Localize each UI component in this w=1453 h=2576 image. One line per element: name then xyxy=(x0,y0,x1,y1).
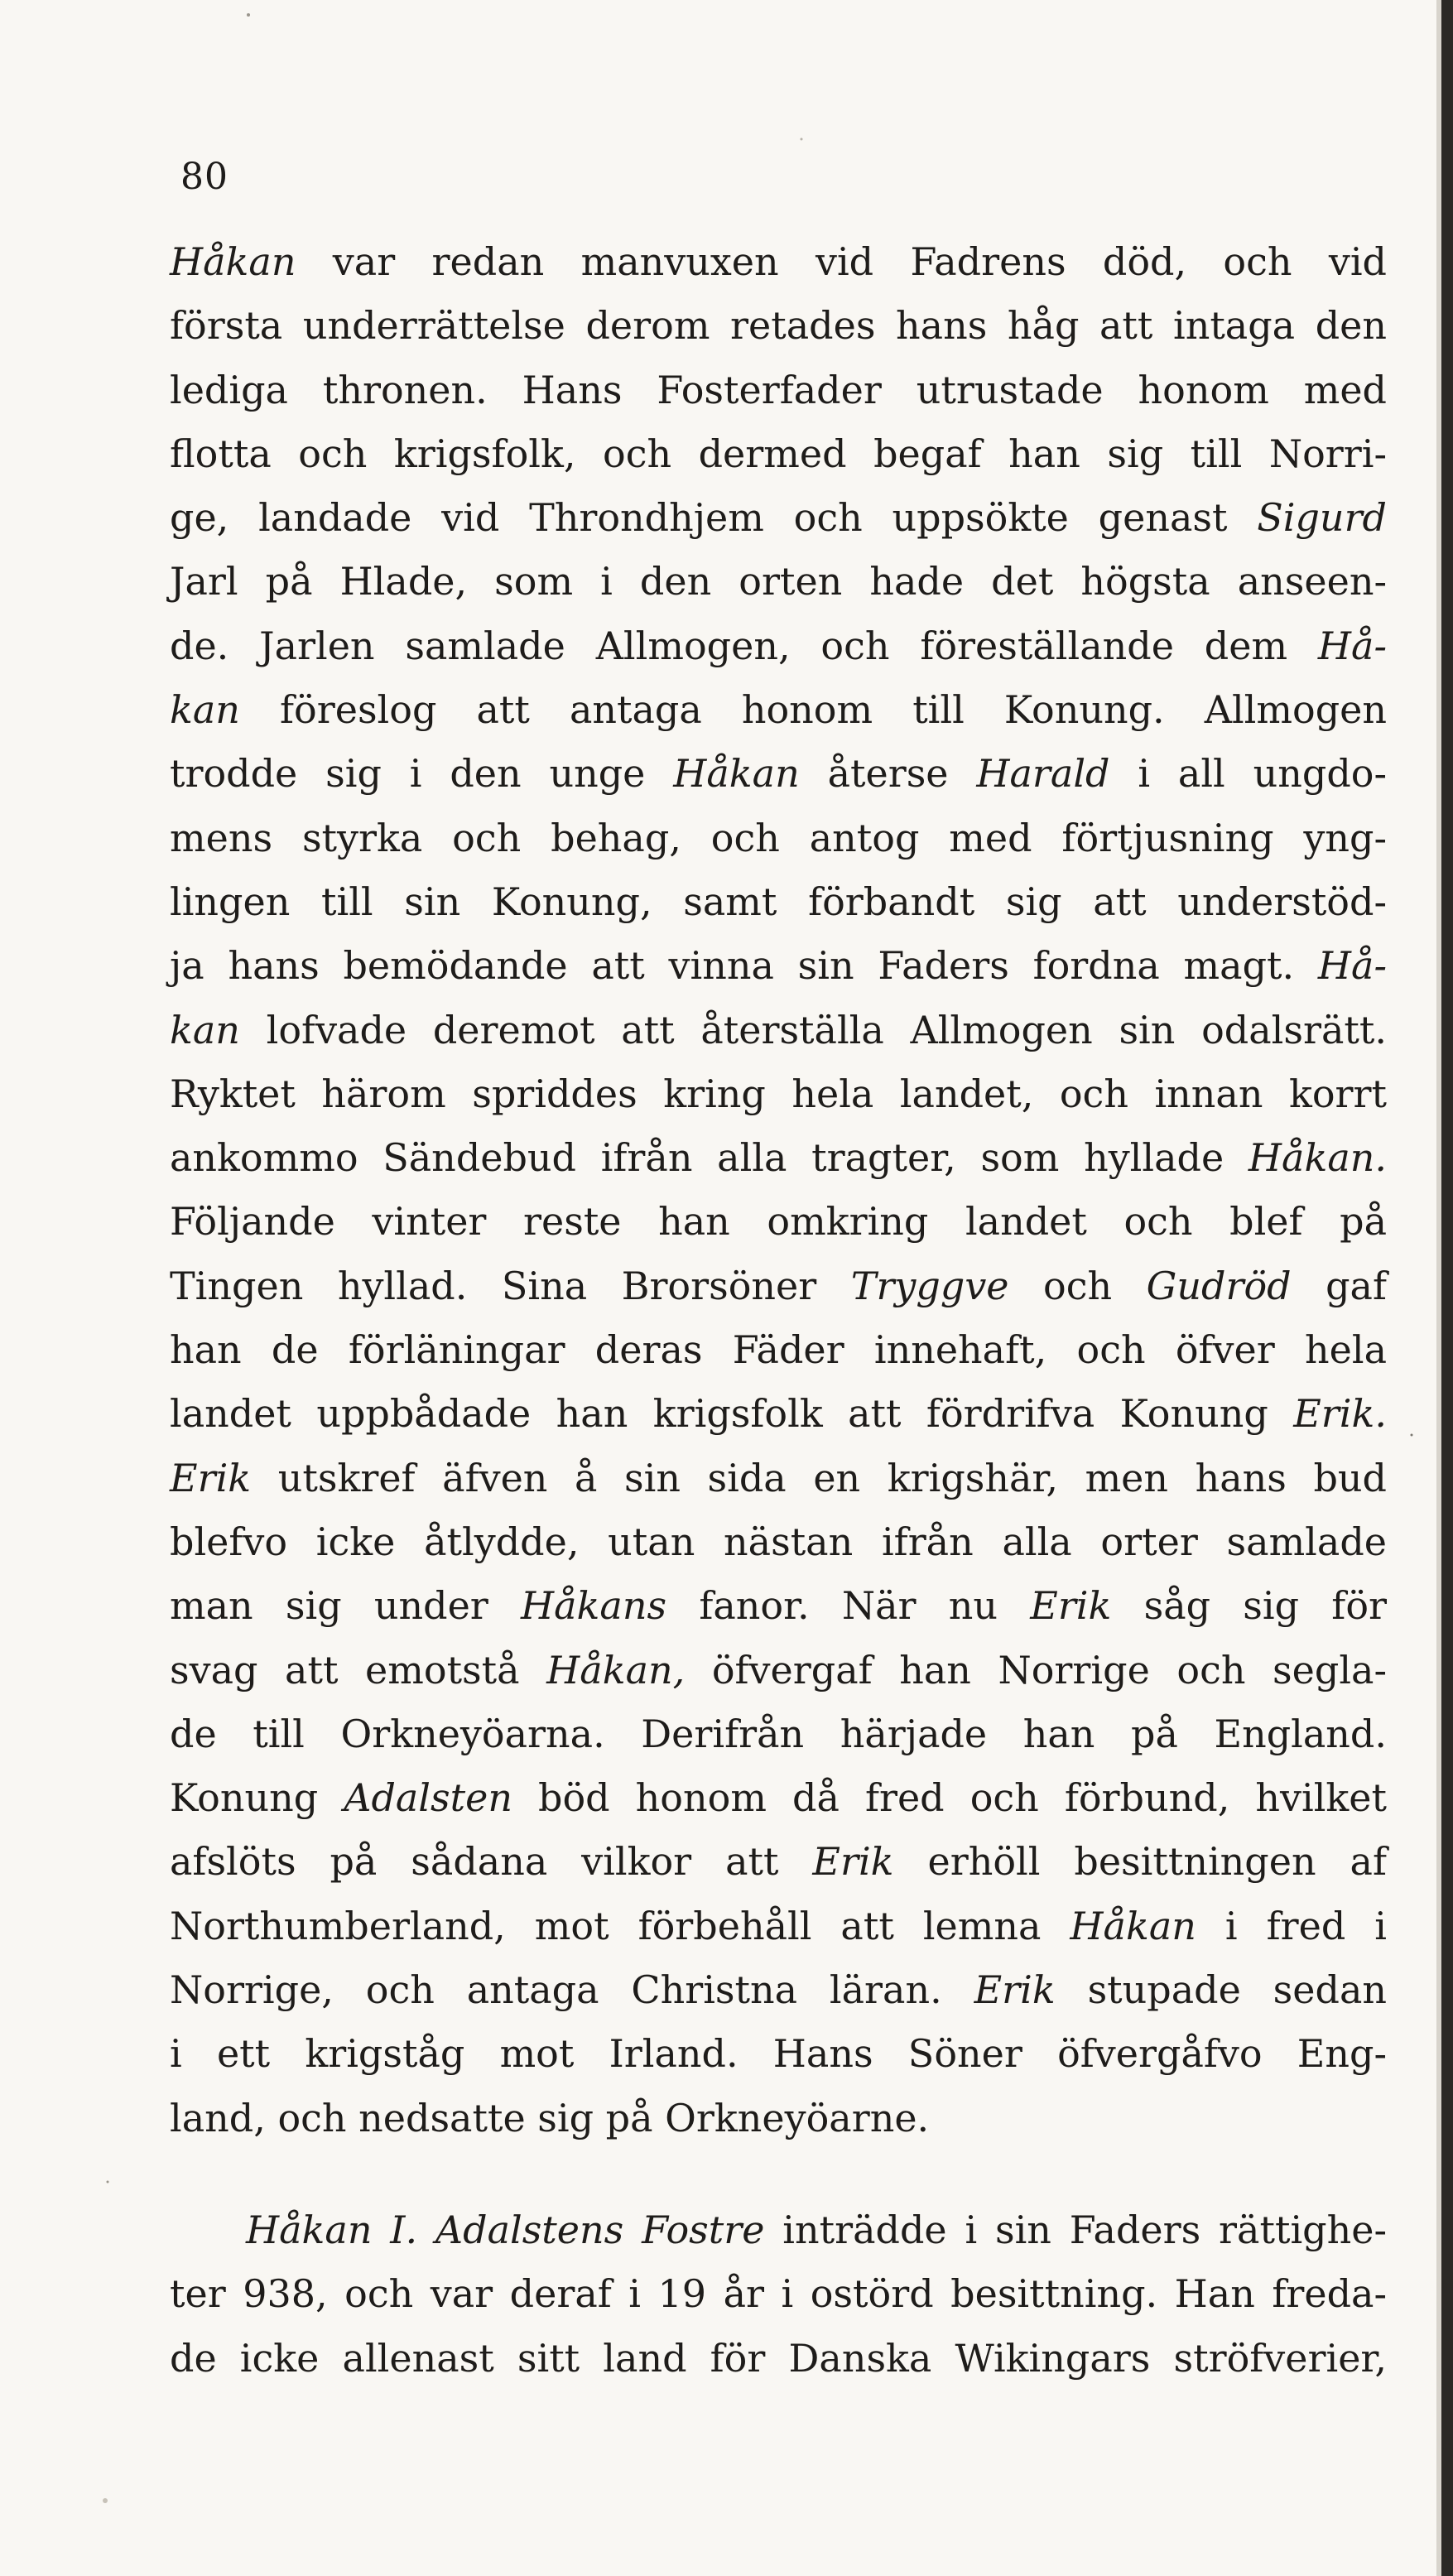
italic-text: Gudröd xyxy=(1146,1263,1292,1308)
italic-text: Håkan I. Adalstens Fostre xyxy=(246,2207,765,2252)
italic-text: Hå- xyxy=(1317,623,1387,668)
text-line xyxy=(170,1447,1387,1510)
text-line xyxy=(170,742,1387,806)
text-line xyxy=(170,934,1387,998)
italic-text: Harald xyxy=(976,751,1110,797)
text-segment: trodde sig i den unge xyxy=(170,751,674,797)
italic-text: Håkan. xyxy=(1248,1135,1387,1181)
text-line xyxy=(170,294,1387,358)
text-line xyxy=(170,2198,1387,2262)
text-segment: lingen till sin Konung, samt förbandt sig att understöd- xyxy=(170,879,1387,924)
italic-text: Håkans xyxy=(521,1583,667,1629)
italic-text: kan xyxy=(170,687,240,733)
text-segment: ge, landade vid Throndhjem och uppsökte genast xyxy=(170,495,1258,541)
text-segment: lofvade deremot att återställa Allmogen sin odalsrätt. xyxy=(239,1007,1387,1052)
text-line xyxy=(170,1318,1387,1382)
text-line xyxy=(170,1574,1387,1638)
text-line xyxy=(170,1382,1387,1446)
text-segment: såg sig för xyxy=(1111,1583,1388,1629)
text-line xyxy=(170,1126,1387,1190)
text-line xyxy=(170,1510,1387,1574)
text-line xyxy=(170,2087,1387,2150)
paper-speck xyxy=(107,2181,109,2184)
page-number: 80 xyxy=(180,156,229,198)
text-segment: ankommo Sändebud ifrån alla tragter, som hyllade xyxy=(170,1135,1249,1181)
paper-speck xyxy=(103,2498,108,2503)
text-segment: stupade sedan xyxy=(1055,1967,1388,2013)
text-line xyxy=(170,1958,1387,2022)
text-line xyxy=(170,550,1387,614)
text-segment: i fred i xyxy=(1196,1903,1387,1948)
text-segment: mens styrka och behag, och antog med förtjusning yng- xyxy=(170,815,1387,860)
text-segment: ter 938, och var deraf i 19 år i ostörd besittning. Han freda- xyxy=(170,2271,1387,2317)
text-line xyxy=(170,230,1387,294)
text-line xyxy=(170,614,1387,678)
text-segment: lediga thronen. Hans Fosterfader utrustade honom med xyxy=(170,367,1387,412)
text-segment: de. Jarlen samlade Allmogen, och föreställande dem xyxy=(170,623,1318,668)
text-segment: land, och nedsatte sig på Orkneyöarne. xyxy=(170,2095,930,2140)
text-segment: Ryktet härom spriddes kring hela landet, och innan korrt xyxy=(170,1071,1387,1116)
text-segment: Följande vinter reste han omkring landet och blef på xyxy=(170,1199,1387,1245)
text-line xyxy=(170,1639,1387,1702)
italic-text: Tryggve xyxy=(850,1263,1009,1308)
text-segment: fanor. När nu xyxy=(666,1583,1031,1629)
italic-text: Erik. xyxy=(1293,1391,1387,1437)
text-segment: de icke allenast sitt land för Danska Wikingars ströfverier, xyxy=(170,2335,1387,2381)
text-line xyxy=(170,807,1387,870)
text-segment: var redan manvuxen vid Fadrens död, och vid xyxy=(296,239,1387,284)
text-segment: inträdde i sin Faders rättighe- xyxy=(764,2207,1387,2252)
text-line xyxy=(170,486,1387,550)
text-line xyxy=(170,1895,1387,1958)
text-segment: de till Orkneyöarna. Derifrån härjade han på England. xyxy=(170,1711,1387,1756)
text-segment: gaf xyxy=(1291,1263,1387,1308)
text-segment: han de förläningar deras Fäder innehaft, och öfver hela xyxy=(170,1327,1387,1373)
italic-text: Erik xyxy=(974,1967,1056,2013)
text-line xyxy=(170,422,1387,486)
text-segment: erhöll besittningen af xyxy=(893,1839,1387,1885)
page-edge xyxy=(1441,0,1453,2576)
text-segment: återse xyxy=(799,751,977,797)
text-segment: öfvergaf han Norrige och segla- xyxy=(685,1647,1387,1692)
text-line xyxy=(170,1830,1387,1894)
paper-speck xyxy=(247,13,250,17)
italic-text: Håkan xyxy=(1070,1903,1196,1948)
text-segment: Northumberland, mot förbehåll att lemna xyxy=(170,1903,1071,1948)
text-line xyxy=(170,1254,1387,1318)
text-segment: ja hans bemödande att vinna sin Faders fordna magt. xyxy=(170,943,1318,989)
text-segment: och xyxy=(1008,1263,1147,1308)
text-segment: Jarl på Hlade, som i den orten hade det högsta anseen- xyxy=(170,559,1387,604)
italic-text: Erik xyxy=(170,1455,252,1500)
text-segment: Konung xyxy=(170,1775,344,1821)
italic-text: Erik xyxy=(812,1839,894,1885)
text-segment: landet uppbådade han krigsfolk att fördrifva Konung xyxy=(170,1391,1294,1437)
text-segment: föreslog att antaga honom till Konung. Allmogen xyxy=(239,687,1387,733)
text-segment: Tingen hyllad. Sina Brorsöner xyxy=(170,1263,851,1308)
italic-text: Sigurd xyxy=(1257,495,1387,541)
text-line xyxy=(170,359,1387,422)
italic-text: Hå- xyxy=(1317,943,1387,989)
paragraph-gap xyxy=(170,2150,1387,2198)
paper-speck xyxy=(801,138,803,141)
text-segment: man sig under xyxy=(170,1583,522,1629)
text-line xyxy=(170,678,1387,742)
text-line xyxy=(170,1766,1387,1830)
italic-text: Håkan, xyxy=(546,1647,686,1692)
italic-text: Adalsten xyxy=(344,1775,512,1821)
text-line xyxy=(170,2327,1387,2391)
text-line xyxy=(170,2022,1387,2086)
text-line xyxy=(170,1190,1387,1254)
text-segment: första underrättelse derom retades hans håg att intaga den xyxy=(170,303,1387,349)
body-text xyxy=(170,230,1387,2391)
text-segment: i ett krigståg mot Irland. Hans Söner öfvergåfvo Eng- xyxy=(170,2031,1387,2077)
text-segment: Norrige, och antaga Christna läran. xyxy=(170,1967,974,2013)
text-segment: blefvo icke åtlydde, utan nästan ifrån alla orter samlade xyxy=(170,1519,1387,1564)
text-line xyxy=(170,1062,1387,1126)
text-line xyxy=(170,999,1387,1062)
italic-text: Håkan xyxy=(673,751,800,797)
italic-text: kan xyxy=(170,1007,240,1052)
text-segment: flotta och krigsfolk, och dermed begaf han sig till Norri- xyxy=(170,431,1387,476)
text-line xyxy=(170,1702,1387,1766)
text-segment: svag att emotstå xyxy=(170,1647,547,1692)
paper-speck xyxy=(1411,1434,1413,1437)
text-segment: utskref äfven å sin sida en krigshär, men hans bud xyxy=(251,1455,1387,1500)
italic-text: Erik xyxy=(1030,1583,1112,1629)
text-line xyxy=(170,870,1387,934)
text-segment: i all ungdo- xyxy=(1109,751,1387,797)
text-segment: afslöts på sådana vilkor att xyxy=(170,1839,813,1885)
italic-text: Håkan xyxy=(170,239,296,284)
text-line xyxy=(170,2262,1387,2326)
text-segment: böd honom då fred och förbund, hvilket xyxy=(512,1775,1387,1821)
